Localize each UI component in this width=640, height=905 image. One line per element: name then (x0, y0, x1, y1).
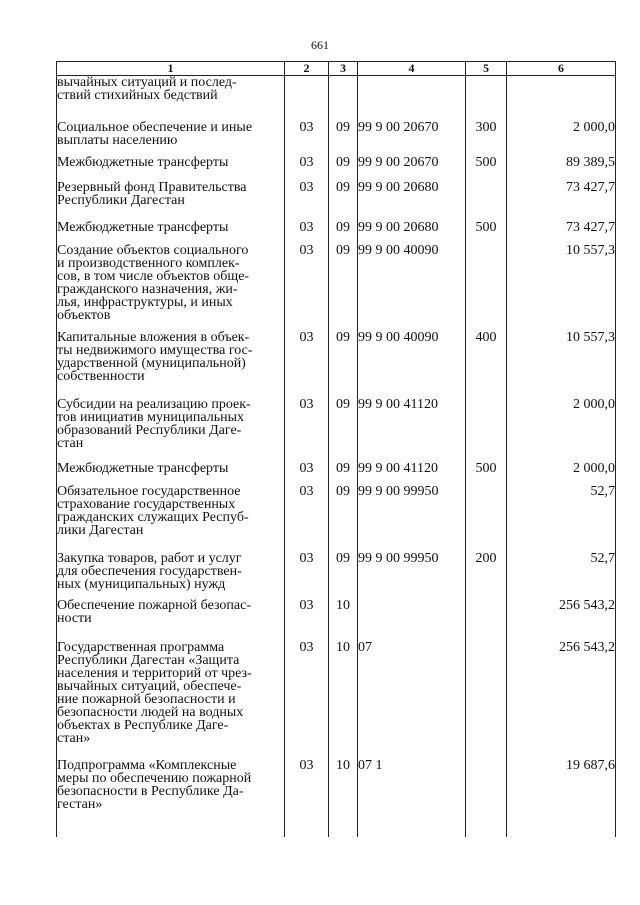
table-row (57, 121, 616, 156)
table-row (57, 462, 616, 485)
table-row (57, 244, 616, 331)
table-row (57, 156, 616, 181)
row-amount: 73 427,7 (507, 181, 616, 221)
row-target-code (358, 599, 466, 641)
row-expense-type: 500 (466, 462, 507, 485)
row-amount: 2 000,0 (507, 398, 616, 462)
row-amount: 10 557,3 (507, 244, 616, 331)
row-target-code (358, 76, 466, 122)
row-section: 03 (285, 221, 329, 244)
table-row (57, 641, 616, 759)
row-section: 03 (285, 156, 329, 181)
row-name: Закупка товаров, работ и услуг для обеспечения государствен- ных (муниципальных) нужд (57, 551, 242, 592)
row-expense-type: 400 (466, 331, 507, 398)
row-section: 03 (285, 398, 329, 462)
header-col-3: 3 (329, 62, 358, 76)
row-name-cell (57, 462, 285, 485)
table-row (57, 221, 616, 244)
row-expense-type: 200 (466, 552, 507, 599)
row-expense-type (466, 485, 507, 552)
header-col-4: 4 (358, 62, 466, 76)
row-name-cell (57, 181, 285, 221)
row-name: Обеспечение пожарной безопас- ности (57, 598, 252, 626)
row-subsection: 09 (329, 121, 358, 156)
row-target-code: 99 9 00 40090 (358, 244, 466, 331)
row-subsection: 09 (329, 221, 358, 244)
row-subsection: 10 (329, 599, 358, 641)
table-row (57, 331, 616, 398)
row-amount: 52,7 (507, 552, 616, 599)
row-section: 03 (285, 759, 329, 837)
header-col-2: 2 (285, 62, 329, 76)
row-subsection (329, 76, 358, 122)
row-section: 03 (285, 181, 329, 221)
row-section: 03 (285, 641, 329, 759)
row-subsection: 10 (329, 641, 358, 759)
row-section: 03 (285, 462, 329, 485)
row-name-cell (57, 331, 285, 398)
row-name-cell (57, 76, 285, 122)
row-subsection: 09 (329, 156, 358, 181)
row-name: Обязательное государственное страхование государственных гражданских служащих Респуб- лики Дагестан (57, 484, 249, 538)
row-amount: 2 000,0 (507, 121, 616, 156)
row-target-code: 07 (358, 641, 466, 759)
row-target-code: 99 9 00 20670 (358, 156, 466, 181)
row-subsection: 10 (329, 759, 358, 837)
table-row (57, 552, 616, 599)
row-name: Резервный фонд Правительства Республики Дагестан (57, 180, 247, 208)
row-section: 03 (285, 244, 329, 331)
page-number: 661 (311, 38, 329, 52)
row-name: Государственная программа Республики Дагестан «Защита населения и территорий от чрез- вычайных ситуаций, обеспече- ние пожарной безопасности и безопасности людей на водных объектах в Республике Даге- стан» (57, 640, 252, 746)
row-target-code: 99 9 00 99950 (358, 552, 466, 599)
row-expense-type (466, 244, 507, 331)
row-section: 03 (285, 331, 329, 398)
row-name-cell (57, 221, 285, 244)
row-amount (507, 76, 616, 122)
row-amount: 52,7 (507, 485, 616, 552)
row-expense-type (466, 181, 507, 221)
row-expense-type: 500 (466, 156, 507, 181)
row-subsection: 09 (329, 398, 358, 462)
table-row (57, 398, 616, 462)
row-name-cell (57, 759, 285, 837)
row-amount: 10 557,3 (507, 331, 616, 398)
row-target-code: 99 9 00 41120 (358, 462, 466, 485)
row-name-cell (57, 156, 285, 181)
row-subsection: 09 (329, 181, 358, 221)
row-amount: 256 543,2 (507, 641, 616, 759)
table-row (57, 759, 616, 837)
row-target-code: 07 1 (358, 759, 466, 837)
row-name-cell (57, 121, 285, 156)
table-row (57, 599, 616, 641)
row-name: Социальное обеспечение и иные выплаты населению (57, 120, 253, 148)
row-subsection: 09 (329, 552, 358, 599)
row-target-code: 99 9 00 20680 (358, 221, 466, 244)
row-name-cell (57, 599, 285, 641)
row-name: Создание объектов социального и производственного комплек- сов, в том числе объектов обще- гражданского назначения, жи- лья, инфраструктуры, и иных объектов (57, 243, 250, 323)
row-name: Подпрограмма «Комплексные меры по обеспечению пожарной безопасности в Республике Да- гестан» (57, 758, 252, 812)
row-expense-type (466, 76, 507, 122)
row-expense-type (466, 599, 507, 641)
row-subsection: 09 (329, 244, 358, 331)
row-section: 03 (285, 599, 329, 641)
row-name: Межбюджетные трансферты (57, 220, 229, 235)
row-name-cell (57, 398, 285, 462)
row-amount: 2 000,0 (507, 462, 616, 485)
row-subsection: 09 (329, 462, 358, 485)
row-name-cell (57, 552, 285, 599)
row-expense-type: 500 (466, 221, 507, 244)
row-section (285, 76, 329, 122)
row-amount: 19 687,6 (507, 759, 616, 837)
row-expense-type (466, 759, 507, 837)
row-target-code: 99 9 00 99950 (358, 485, 466, 552)
row-name: Межбюджетные трансферты (57, 155, 229, 170)
row-name: Субсидии на реализацию проек- тов инициатив муниципальных образований Республики Даге- стан (57, 397, 251, 451)
row-section: 03 (285, 485, 329, 552)
header-col-6: 6 (507, 62, 616, 76)
budget-table (56, 61, 616, 837)
row-section: 03 (285, 552, 329, 599)
row-expense-type: 300 (466, 121, 507, 156)
header-row (57, 62, 616, 76)
table-row (57, 76, 616, 122)
row-amount: 73 427,7 (507, 221, 616, 244)
row-section: 03 (285, 121, 329, 156)
row-name-cell (57, 244, 285, 331)
table-row (57, 485, 616, 552)
header-col-5: 5 (466, 62, 507, 76)
row-expense-type (466, 398, 507, 462)
row-target-code: 99 9 00 20670 (358, 121, 466, 156)
row-target-code: 99 9 00 20680 (358, 181, 466, 221)
table-row (57, 181, 616, 221)
row-name-cell (57, 485, 285, 552)
row-name-cell (57, 641, 285, 759)
row-name: вычайных ситуаций и послед- ствий стихийных бедствий (57, 75, 237, 103)
row-expense-type (466, 641, 507, 759)
row-name: Капитальные вложения в объек- ты недвижимого имущества гос- ударственной (муниципальной) собственности (57, 330, 253, 384)
row-target-code: 99 9 00 40090 (358, 331, 466, 398)
header-col-1: 1 (57, 62, 285, 76)
row-name: Межбюджетные трансферты (57, 461, 229, 476)
row-amount: 89 389,5 (507, 156, 616, 181)
row-amount: 256 543,2 (507, 599, 616, 641)
row-subsection: 09 (329, 485, 358, 552)
row-target-code: 99 9 00 41120 (358, 398, 466, 462)
row-subsection: 09 (329, 331, 358, 398)
